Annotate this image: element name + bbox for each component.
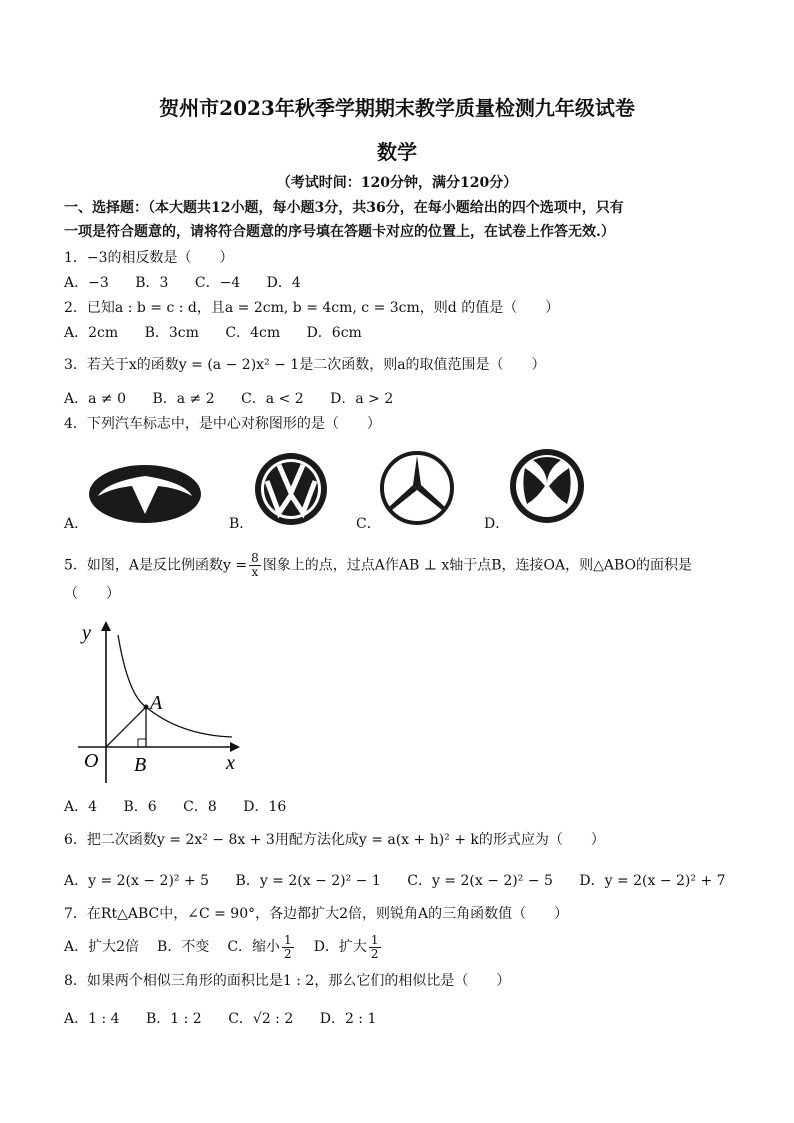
question-6-stem: 6．把二次函数y = 2x² − 8x + 3用配方法化成y = a(x + h)² + k的形式应为（ ）: [64, 832, 605, 848]
question-7-options: [64, 932, 383, 962]
question-3-option-c: C．a < 2: [241, 391, 304, 407]
question-2-option-d: D．6cm: [306, 325, 362, 341]
question-4-label-b: B．: [229, 516, 254, 532]
question-5-options: [64, 798, 308, 816]
question-8-option-d: D．2 : 1: [319, 1011, 377, 1027]
question-8-option-b: B．1 : 2: [146, 1011, 202, 1027]
question-3-options: [64, 390, 415, 408]
question-7-option-b: B．不变: [157, 939, 210, 955]
point-b-label: B: [134, 754, 147, 776]
volkswagen-logo-icon: [253, 451, 329, 527]
right-angle-mark: [138, 739, 146, 747]
question-1-option-d: D．4: [266, 275, 301, 291]
fraction-numerator: 1: [370, 932, 379, 947]
question-5-option-d: D．16: [243, 799, 287, 815]
infiniti-logo-icon: [86, 462, 204, 526]
question-5-fraction-numerator: 8: [251, 551, 259, 565]
question-5-stem: [64, 552, 692, 579]
mercedes-logo-icon: [378, 449, 456, 527]
x-axis-arrow: [230, 742, 240, 752]
fraction-denominator: 2: [370, 946, 379, 961]
y-axis-arrow: [101, 621, 111, 631]
question-8-stem: 8．如果两个相似三角形的面积比是1 : 2，那么它们的相似比是（ ）: [64, 973, 511, 989]
question-5-option-c: C．8: [183, 799, 217, 815]
question-4-label-c: C．: [356, 516, 381, 532]
section-instructions-line2: 一项是符合题意的，请将符合题意的序号填在答题卡对应的位置上，在试卷上作答无效.）: [64, 224, 615, 240]
question-6-options: [64, 872, 748, 890]
question-1-option-a: A．−3: [64, 275, 109, 291]
subject-title: 数学: [377, 140, 417, 164]
question-8-option-c: C．√2 : 2: [228, 1011, 294, 1027]
question-8-option-a: A．1 : 4: [64, 1011, 120, 1027]
segment-oa: [106, 707, 146, 747]
question-4-label-a: A．: [64, 516, 89, 532]
question-5-fraction: [249, 552, 261, 579]
origin-label: O: [84, 750, 99, 772]
question-7-option-c: C．缩小: [227, 939, 281, 955]
question-3-option-d: D．a > 2: [330, 391, 394, 407]
question-5-stem-pre: 5．如图，A是反比例函数y =: [64, 557, 248, 574]
question-7-option-d-fraction: [369, 934, 381, 961]
x-axis-label: x: [226, 752, 235, 774]
question-3-option-a: A．a ≠ 0: [64, 391, 126, 407]
exam-info: （考试时间：120分钟，满分120分）: [276, 175, 518, 191]
question-6-option-b: B．y = 2(x − 2)² − 1: [235, 873, 381, 889]
fraction-numerator: 1: [284, 932, 292, 947]
section-instructions-line1: 一、选择题：（本大题共12小题，每小题3分，共36分，在每小题给出的四个选项中，只有: [64, 200, 624, 216]
question-2-option-b: B．3cm: [144, 325, 199, 341]
question-1-stem: 1．−3的相反数是（ ）: [64, 250, 234, 266]
question-3-option-b: B．a ≠ 2: [152, 391, 215, 407]
question-5-stem-post: 图象上的点，过点A作AB ⊥ x轴于点B，连接OA，则△ABO的面积是: [262, 557, 692, 574]
question-7-option-a: A．扩大2倍: [64, 939, 140, 955]
question-2-option-a: A．2cm: [64, 325, 119, 341]
question-8-options: [64, 1010, 398, 1028]
question-6-option-c: C．y = 2(x − 2)² − 5: [407, 873, 553, 889]
question-6-option-a: A．y = 2(x − 2)² + 5: [64, 873, 210, 889]
question-3-stem: 3．若关于x的函数y = (a − 2)x² − 1是二次函数，则a的取值范围是（ ）: [64, 357, 546, 373]
question-1-option-c: C．−4: [194, 275, 241, 291]
question-7-stem: 7．在Rt△ABC中，∠C = 90°，各边都扩大2倍，则锐角A的三角函数值（ ）: [64, 906, 569, 922]
question-7-option-c-fraction: [282, 934, 294, 961]
question-2-option-c: C．4cm: [225, 325, 281, 341]
question-2-stem: 2．已知a : b = c : d，且a = 2cm, b = 4cm, c = 3cm，则d 的值是（ ）: [64, 300, 560, 316]
exam-title: 贺州市2023年秋季学期期末教学质量检测九年级试卷: [159, 96, 635, 120]
y-axis-label: y: [82, 622, 91, 644]
point-a-label: A: [150, 692, 163, 714]
question-4-stem: 4．下列汽车标志中，是中心对称图形的是（ ）: [64, 416, 381, 432]
question-1-options: [64, 274, 323, 292]
question-2-options: [64, 324, 384, 342]
question-5-figure: [70, 615, 250, 785]
point-a: [144, 705, 149, 710]
question-5-option-a: A．4: [64, 799, 98, 815]
question-5-stem-end: （ ）: [64, 586, 120, 602]
question-5-option-b: B．6: [123, 799, 157, 815]
question-5-fraction-denominator: x: [251, 565, 259, 579]
question-6-option-d: D．y = 2(x − 2)² + 7: [579, 873, 726, 889]
question-1-option-b: B．3: [135, 275, 169, 291]
question-7-option-d: D．扩大: [313, 939, 367, 955]
dongfeng-logo-icon: [507, 446, 587, 526]
question-4-label-d: D．: [484, 516, 510, 532]
hyperbola-curve: [118, 635, 232, 737]
fraction-denominator: 2: [284, 946, 292, 961]
